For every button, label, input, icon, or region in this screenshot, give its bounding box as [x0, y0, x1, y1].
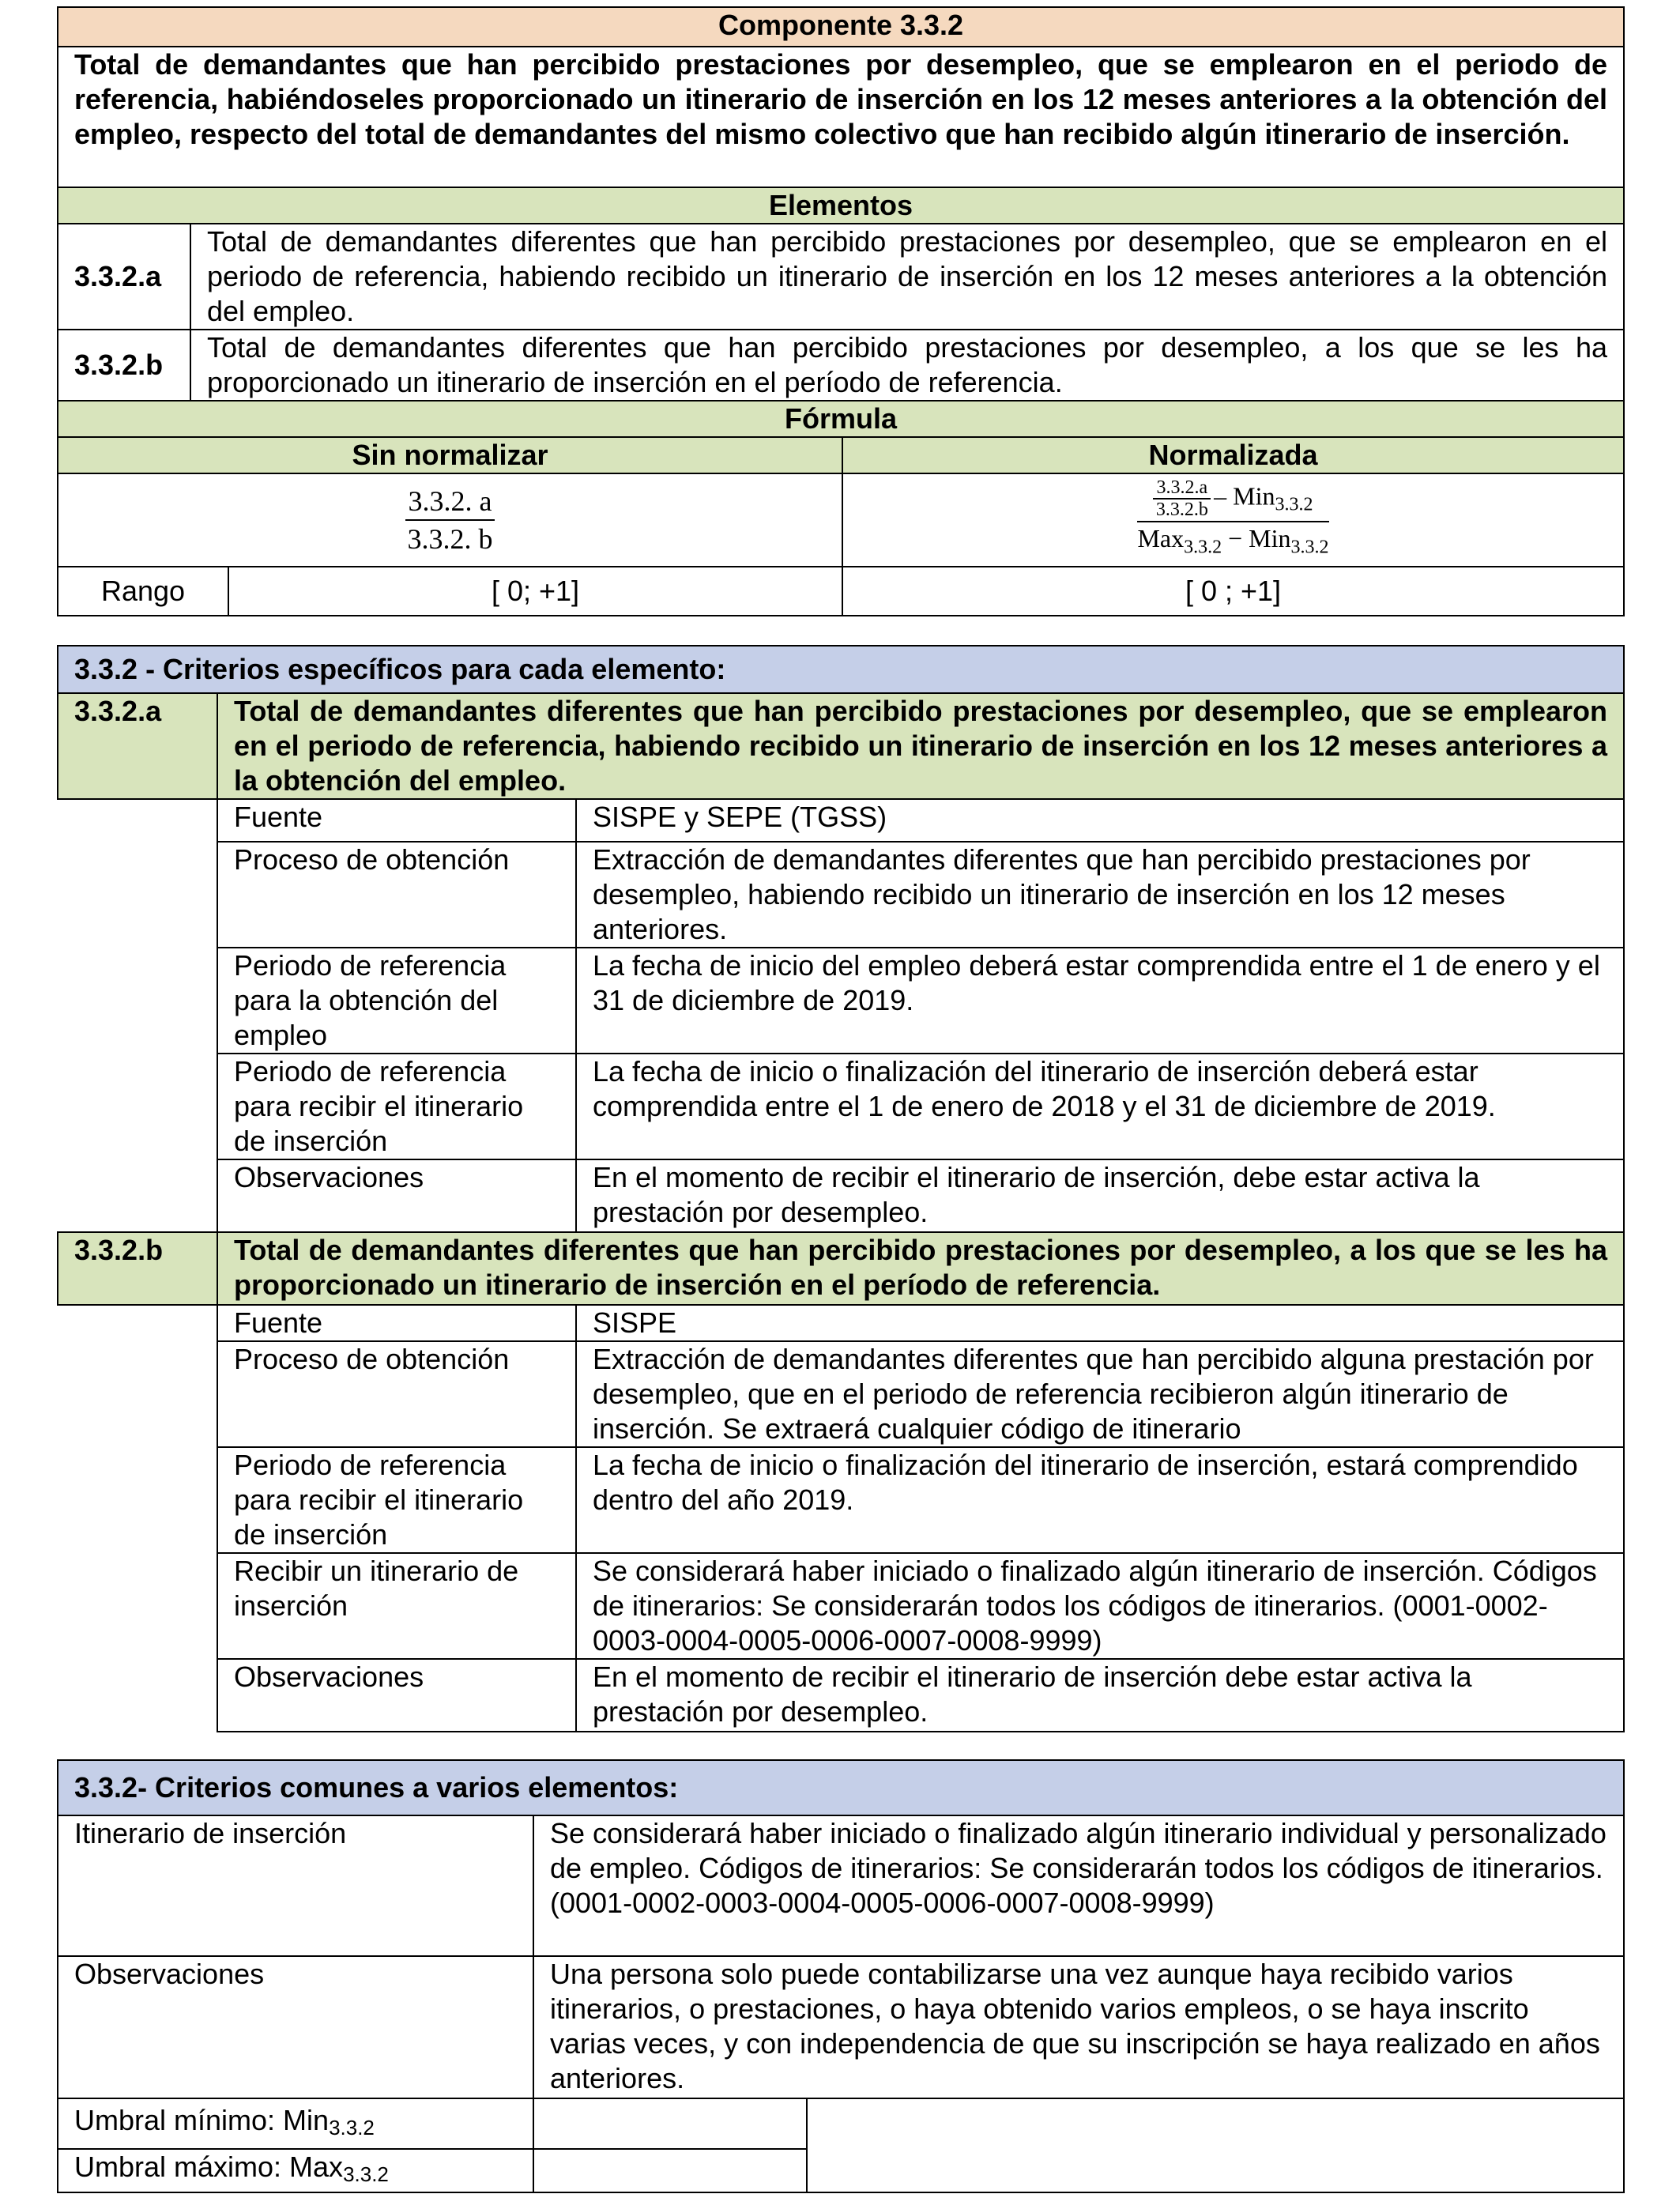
criteria-value: La fecha de inicio del empleo deberá estar comprendida entre el 1 de enero y el 31 de diciembre de 2019. — [576, 948, 1624, 1054]
formula-inner-denominator: 3.3.2.b — [1155, 499, 1208, 520]
formula-den-min-sub: 3.3.2 — [1290, 537, 1329, 558]
criteria-label: Recibir un itinerario de inserción — [217, 1553, 576, 1659]
formula-header: Fórmula — [58, 401, 1624, 437]
criteria-label: Itinerario de inserción — [58, 1815, 533, 1956]
common-criteria-table — [57, 1759, 1625, 2193]
criteria-label: Periodo de referencia para recibir el itinerario de inserción — [217, 1447, 576, 1553]
element-code: 3.3.2.b — [58, 1232, 217, 1305]
formula-max-sub: 3.3.2 — [1184, 537, 1222, 558]
component-table — [57, 6, 1625, 616]
rango-sin-normalizar: [ 0; +1] — [228, 567, 842, 616]
element-code: 3.3.2.b — [58, 330, 190, 401]
formula-inner-numerator: 3.3.2.a — [1153, 477, 1211, 499]
common-header: 3.3.2- Criterios comunes a varios elementos: — [58, 1760, 1624, 1815]
umbral-minimo-value — [533, 2098, 807, 2149]
umbral-minimo-label: Umbral mínimo: Min3.3.2 — [58, 2098, 533, 2149]
criteria-label: Observaciones — [217, 1159, 576, 1232]
element-text: Total de demandantes diferentes que han percibido prestaciones por desempleo, que se emplearon en el periodo de referencia, habiendo recibido un itinerario de inserción en los 12 meses anteriores a la obtención del empleo. — [190, 224, 1624, 330]
elements-header: Elementos — [58, 187, 1624, 224]
criteria-label: Periodo de referencia para recibir el itinerario de inserción — [217, 1054, 576, 1159]
criteria-label: Proceso de obtención — [217, 842, 576, 948]
criteria-value: Extracción de demandantes diferentes que han percibido prestaciones por desempleo, habiendo recibido un itinerario de inserción en los 12 meses anteriores. — [576, 842, 1624, 948]
criteria-value: En el momento de recibir el itinerario de inserción, debe estar activa la prestación por desempleo. — [576, 1159, 1624, 1232]
formula-minus-min: – Min — [1214, 481, 1275, 511]
formula-numerator: 3.3.2. a — [405, 483, 495, 521]
element-title: Total de demandantes diferentes que han percibido prestaciones por desempleo, a los que se les ha proporcionado un itinerario de inserción en el período de referencia. — [217, 1232, 1624, 1305]
criteria-label: Periodo de referencia para la obtención del empleo — [217, 948, 576, 1054]
criteria-value: SISPE — [576, 1305, 1624, 1341]
criteria-label: Fuente — [217, 799, 576, 842]
formula-sin-normalizar — [58, 473, 842, 567]
criteria-label: Proceso de obtención — [217, 1341, 576, 1447]
criteria-value: En el momento de recibir el itinerario de inserción debe estar activa la prestación por desempleo. — [576, 1659, 1624, 1732]
formula-normalizada — [842, 473, 1624, 567]
umbral-maximo-label: Umbral máximo: Max3.3.2 — [58, 2149, 533, 2192]
component-title: Componente 3.3.2 — [58, 7, 1624, 47]
criteria-value: Una persona solo puede contabilizarse una vez aunque haya recibido varios itinerarios, o prestaciones, o haya obtenido varios empleos, o se haya inscrito varias veces, y con independencia de que su inscripción se haya realizado en años anteriores. — [533, 1956, 1624, 2098]
umbral-maximo-value — [533, 2149, 807, 2192]
component-description: Total de demandantes que han percibido prestaciones por desempleo, que se emplearon en el periodo de referencia, habiéndoseles proporcionado un itinerario de inserción en los 12 meses anteriores a la obtención del empleo, respecto del total de demandantes del mismo colectivo que han recibido algún itinerario de inserción. — [58, 47, 1624, 187]
formula-max: Max — [1137, 523, 1185, 552]
element-text: Total de demandantes diferentes que han percibido prestaciones por desempleo, a los que se les ha proporcionado un itinerario de inserción en el período de referencia. — [190, 330, 1624, 401]
rango-normalizada: [ 0 ; +1] — [842, 567, 1624, 616]
rango-label: Rango — [58, 567, 228, 616]
criteria-label: Fuente — [217, 1305, 576, 1341]
criteria-value: Se considerará haber iniciado o finalizado algún itinerario individual y personalizado de empleo. Códigos de itinerarios: Se considerarán todos los códigos de itinerarios. (0001-0002-0003-0004-0005-0006-0007-0008-9999) — [533, 1815, 1624, 1956]
formula-den-min: − Min — [1222, 523, 1291, 552]
formula-min-sub: 3.3.2 — [1275, 494, 1313, 515]
criteria-value: Extracción de demandantes diferentes que han percibido alguna prestación por desempleo, que en el periodo de referencia recibieron algún itinerario de inserción. Se extraerá cualquier código de itinerario — [576, 1341, 1624, 1447]
specific-criteria-table — [57, 645, 1625, 1732]
criteria-value: SISPE y SEPE (TGSS) — [576, 799, 1624, 842]
formula-denominator: 3.3.2. b — [407, 523, 493, 555]
criteria-value: La fecha de inicio o finalización del itinerario de inserción, estará comprendido dentro del año 2019. — [576, 1447, 1624, 1553]
specific-header: 3.3.2 - Criterios específicos para cada elemento: — [58, 646, 1624, 693]
criteria-value: Se considerará haber iniciado o finalizado algún itinerario de inserción. Códigos de itinerarios: Se considerarán todos los códigos de itinerarios. (0001-0002-0003-0004-0005-0006-0007-0008-9999) — [576, 1553, 1624, 1659]
criteria-value: La fecha de inicio o finalización del itinerario de inserción deberá estar comprendida entre el 1 de enero de 2018 y el 31 de diciembre de 2019. — [576, 1054, 1624, 1159]
element-code: 3.3.2.a — [58, 693, 217, 799]
criteria-label: Observaciones — [217, 1659, 576, 1732]
element-code: 3.3.2.a — [58, 224, 190, 330]
sin-normalizar-header: Sin normalizar — [58, 437, 842, 473]
element-title: Total de demandantes diferentes que han percibido prestaciones por desempleo, que se emplearon en el periodo de referencia, habiendo recibido un itinerario de inserción en los 12 meses anteriores a la obtención del empleo. — [217, 693, 1624, 799]
criteria-label: Observaciones — [58, 1956, 533, 2098]
normalizada-header: Normalizada — [842, 437, 1624, 473]
